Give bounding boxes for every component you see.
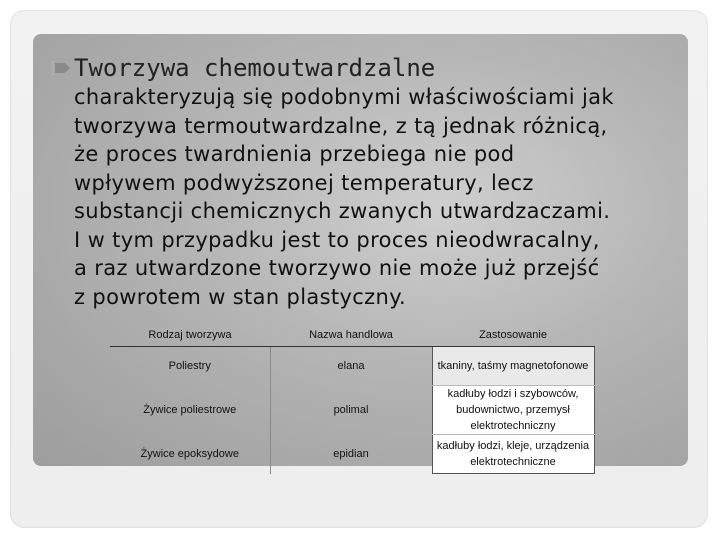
header-application: Zastosowanie <box>432 324 594 347</box>
cell-type: Żywice poliestrowe <box>110 386 270 435</box>
table-row <box>110 435 594 474</box>
cell-trade-name: elana <box>337 360 365 373</box>
heading-text: Tworzywa chemoutwardzalne <box>74 54 436 82</box>
cell-type: Żywice epoksydowe <box>110 435 270 474</box>
body-paragraph: charakteryzują się podobnymi właściwościami jak tworzywa termoutwardzalne, z tą jednak różnicą, że proces twardnienia przebiega nie pod wpływem podwyższonej temperatury, lecz substancji chemicznych zwanych utwardzaczami. I w tym przypadku jest to proces nieodwracalny, a raz utwardzone tworzywo nie może już przejść z powrotem w stan plastyczny. <box>74 85 614 309</box>
header-trade-name: Nazwa handlowa <box>270 324 432 347</box>
cell-application: tkaniny, taśmy magnetofonowe <box>432 347 594 386</box>
materials-table <box>110 324 595 474</box>
table-header-row <box>110 324 594 347</box>
slide-heading <box>52 52 435 84</box>
cell-trade-name: epidian <box>333 448 369 460</box>
table-row <box>110 386 594 435</box>
header-type: Rodzaj tworzywa <box>110 324 270 347</box>
cell-application: kadłuby łodzi i szybowców, budownictwo, przemysł elektrotechniczny <box>432 386 594 435</box>
cell-trade-name: polimal <box>333 404 369 416</box>
arrow-bullet-icon <box>52 58 74 78</box>
cell-type: Poliestry <box>110 347 270 386</box>
cell-application: kadłuby łodzi, kleje, urządzenia elektrotechniczne <box>432 435 594 474</box>
table-row <box>110 347 594 386</box>
